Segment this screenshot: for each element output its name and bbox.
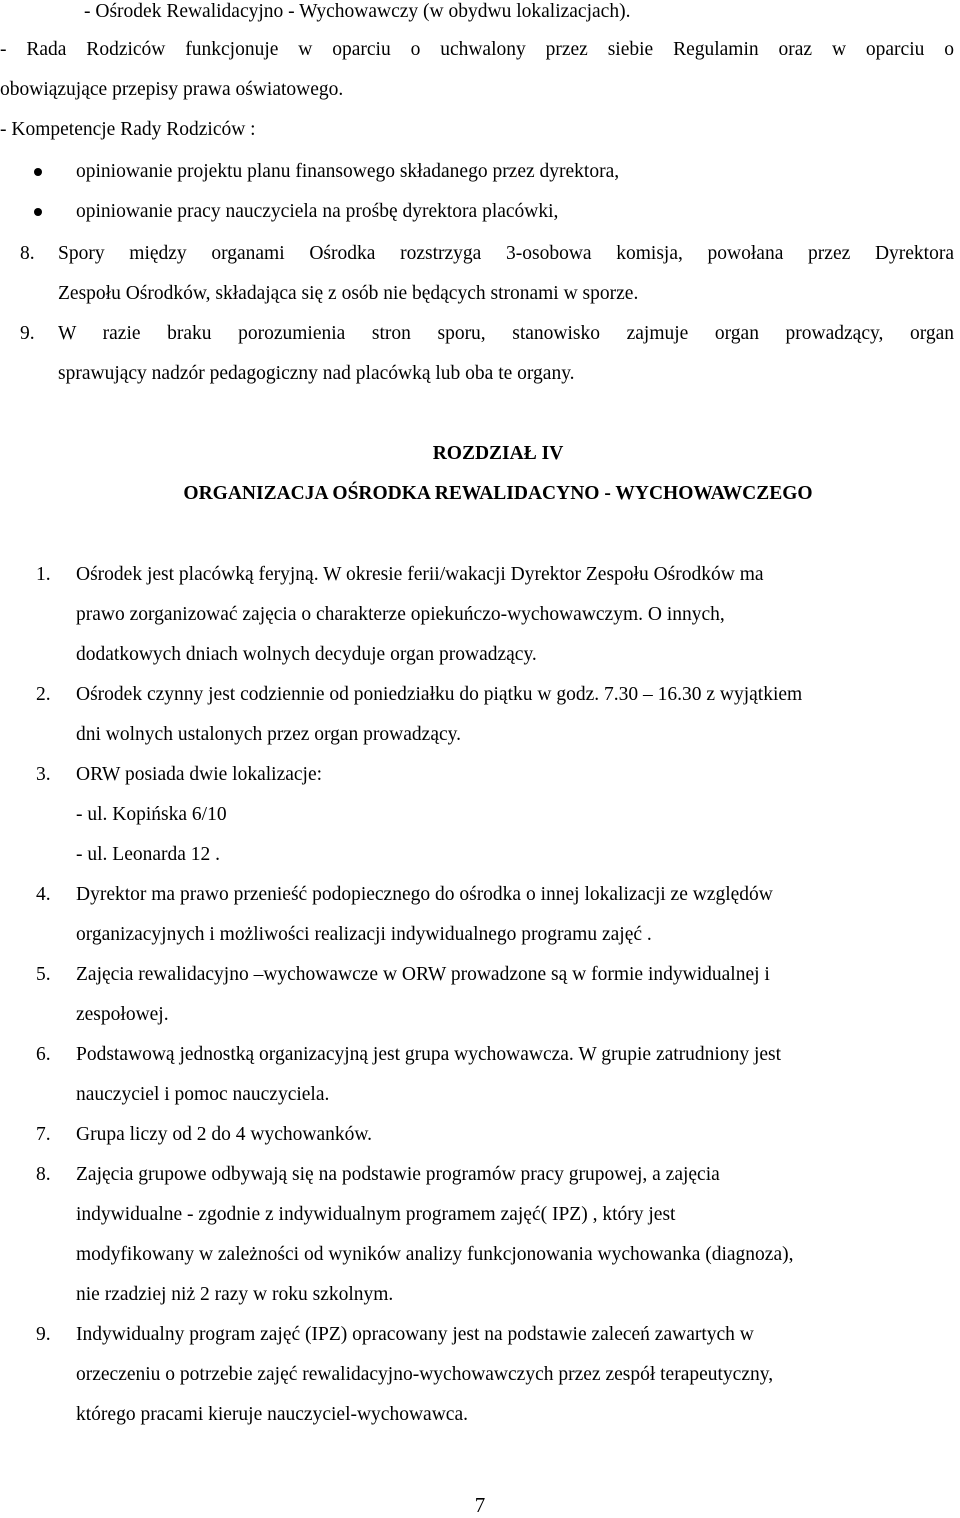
bullet-item: opiniowanie pracy nauczyciela na prośbę dyrektora placówki, — [76, 201, 559, 222]
point-text-line: prawo zorganizować zajęcia o charakterze opiekuńczo-wychowawczym. O innych, — [76, 604, 725, 625]
point-number: 8. — [36, 1164, 51, 1185]
intro-line-ose: - Ośrodek Rewalidacyjno - Wychowawczy (w obydwu lokalizacjach). — [84, 1, 631, 22]
point-text-line: Ośrodek jest placówką feryjną. W okresie ferii/wakacji Dyrektor Zespołu Ośrodków ma — [76, 564, 764, 585]
point-number: 9. — [20, 323, 35, 344]
point-text-line: modyfikowany w zależności od wyników analizy funkcjonowania wychowanka (diagnoza), — [76, 1244, 794, 1265]
point-text-line: Zespołu Ośrodków, składająca się z osób nie będących stronami w sporze. — [58, 283, 639, 304]
point-text-line: Zajęcia grupowe odbywają się na podstawie programów pracy grupowej, a zajęcia — [76, 1164, 720, 1185]
point-number: 8. — [20, 243, 35, 264]
point-text-line: zespołowej. — [76, 1004, 169, 1025]
bullet-dot — [34, 168, 42, 176]
point-number: 7. — [36, 1124, 51, 1145]
point-text-line: W razie braku porozumienia stron sporu, stanowisko zajmuje organ prowadzący, organ — [58, 323, 954, 344]
intro-line-przepisy: obowiązujące przepisy prawa oświatowego. — [0, 79, 344, 100]
point-number: 3. — [36, 764, 51, 785]
chapter-title: ORGANIZACJA OŚRODKA REWALIDACYNO - WYCHOWAWCZEGO — [183, 483, 813, 504]
point-number: 6. — [36, 1044, 51, 1065]
point-number: 1. — [36, 564, 51, 585]
point-text-line: organizacyjnych i możliwości realizacji indywidualnego programu zajęć . — [76, 924, 652, 945]
point-text-line: ORW posiada dwie lokalizacje: — [76, 764, 323, 785]
intro-line-kompetencje: - Kompetencje Rady Rodziców : — [0, 119, 256, 140]
point-text-line: nie rzadziej niż 2 razy w roku szkolnym. — [76, 1284, 394, 1305]
point-text-line: Ośrodek czynny jest codziennie od poniedziałku do piątku w godz. 7.30 – 16.30 z wyjątkiem — [76, 684, 803, 705]
page-number: 7 — [474, 1493, 486, 1517]
point-text-line: - ul. Leonarda 12 . — [76, 844, 221, 865]
point-text-line: - ul. Kopińska 6/10 — [76, 804, 227, 825]
point-number: 2. — [36, 684, 51, 705]
point-text-line: indywidualne - zgodnie z indywidualnym programem zajęć( IPZ) , który jest — [76, 1204, 676, 1225]
chapter-number: ROZDZIAŁ IV — [432, 443, 564, 464]
point-number: 4. — [36, 884, 51, 905]
point-text-line: Spory między organami Ośrodka rozstrzyga 3-osobowa komisja, powołana przez Dyrektora — [58, 243, 954, 264]
point-text-line: Dyrektor ma prawo przenieść podopiecznego do ośrodka o innej lokalizacji ze względów — [76, 884, 773, 905]
point-text-line: Grupa liczy od 2 do 4 wychowanków. — [76, 1124, 373, 1145]
point-number: 9. — [36, 1324, 51, 1345]
point-text-line: nauczyciel i pomoc nauczyciela. — [76, 1084, 330, 1105]
point-number: 5. — [36, 964, 51, 985]
bullet-item: opiniowanie projektu planu finansowego składanego przez dyrektora, — [76, 161, 620, 182]
point-text-line: Podstawową jednostką organizacyjną jest grupa wychowawcza. W grupie zatrudniony jest — [76, 1044, 782, 1065]
point-text-line: dni wolnych ustalonych przez organ prowadzący. — [76, 724, 461, 745]
point-text-line: którego pracami kieruje nauczyciel-wychowawca. — [76, 1404, 468, 1425]
bullet-dot — [34, 208, 42, 216]
intro-line-rada: - Rada Rodziców funkcjonuje w oparciu o uchwalony przez siebie Regulamin oraz w oparciu o — [0, 39, 954, 60]
point-text-line: Indywidualny program zajęć (IPZ) opracowany jest na podstawie zaleceń zawartych w — [76, 1324, 754, 1345]
point-text-line: sprawujący nadzór pedagogiczny nad placówką lub oba te organy. — [58, 363, 575, 384]
point-text-line: Zajęcia rewalidacyjno –wychowawcze w ORW prowadzone są w formie indywidualnej i — [76, 964, 770, 985]
point-text-line: dodatkowych dniach wolnych decyduje organ prowadzący. — [76, 644, 537, 665]
point-text-line: orzeczeniu o potrzebie zajęć rewalidacyjno-wychowawczych przez zespół terapeutyczny, — [76, 1364, 774, 1385]
